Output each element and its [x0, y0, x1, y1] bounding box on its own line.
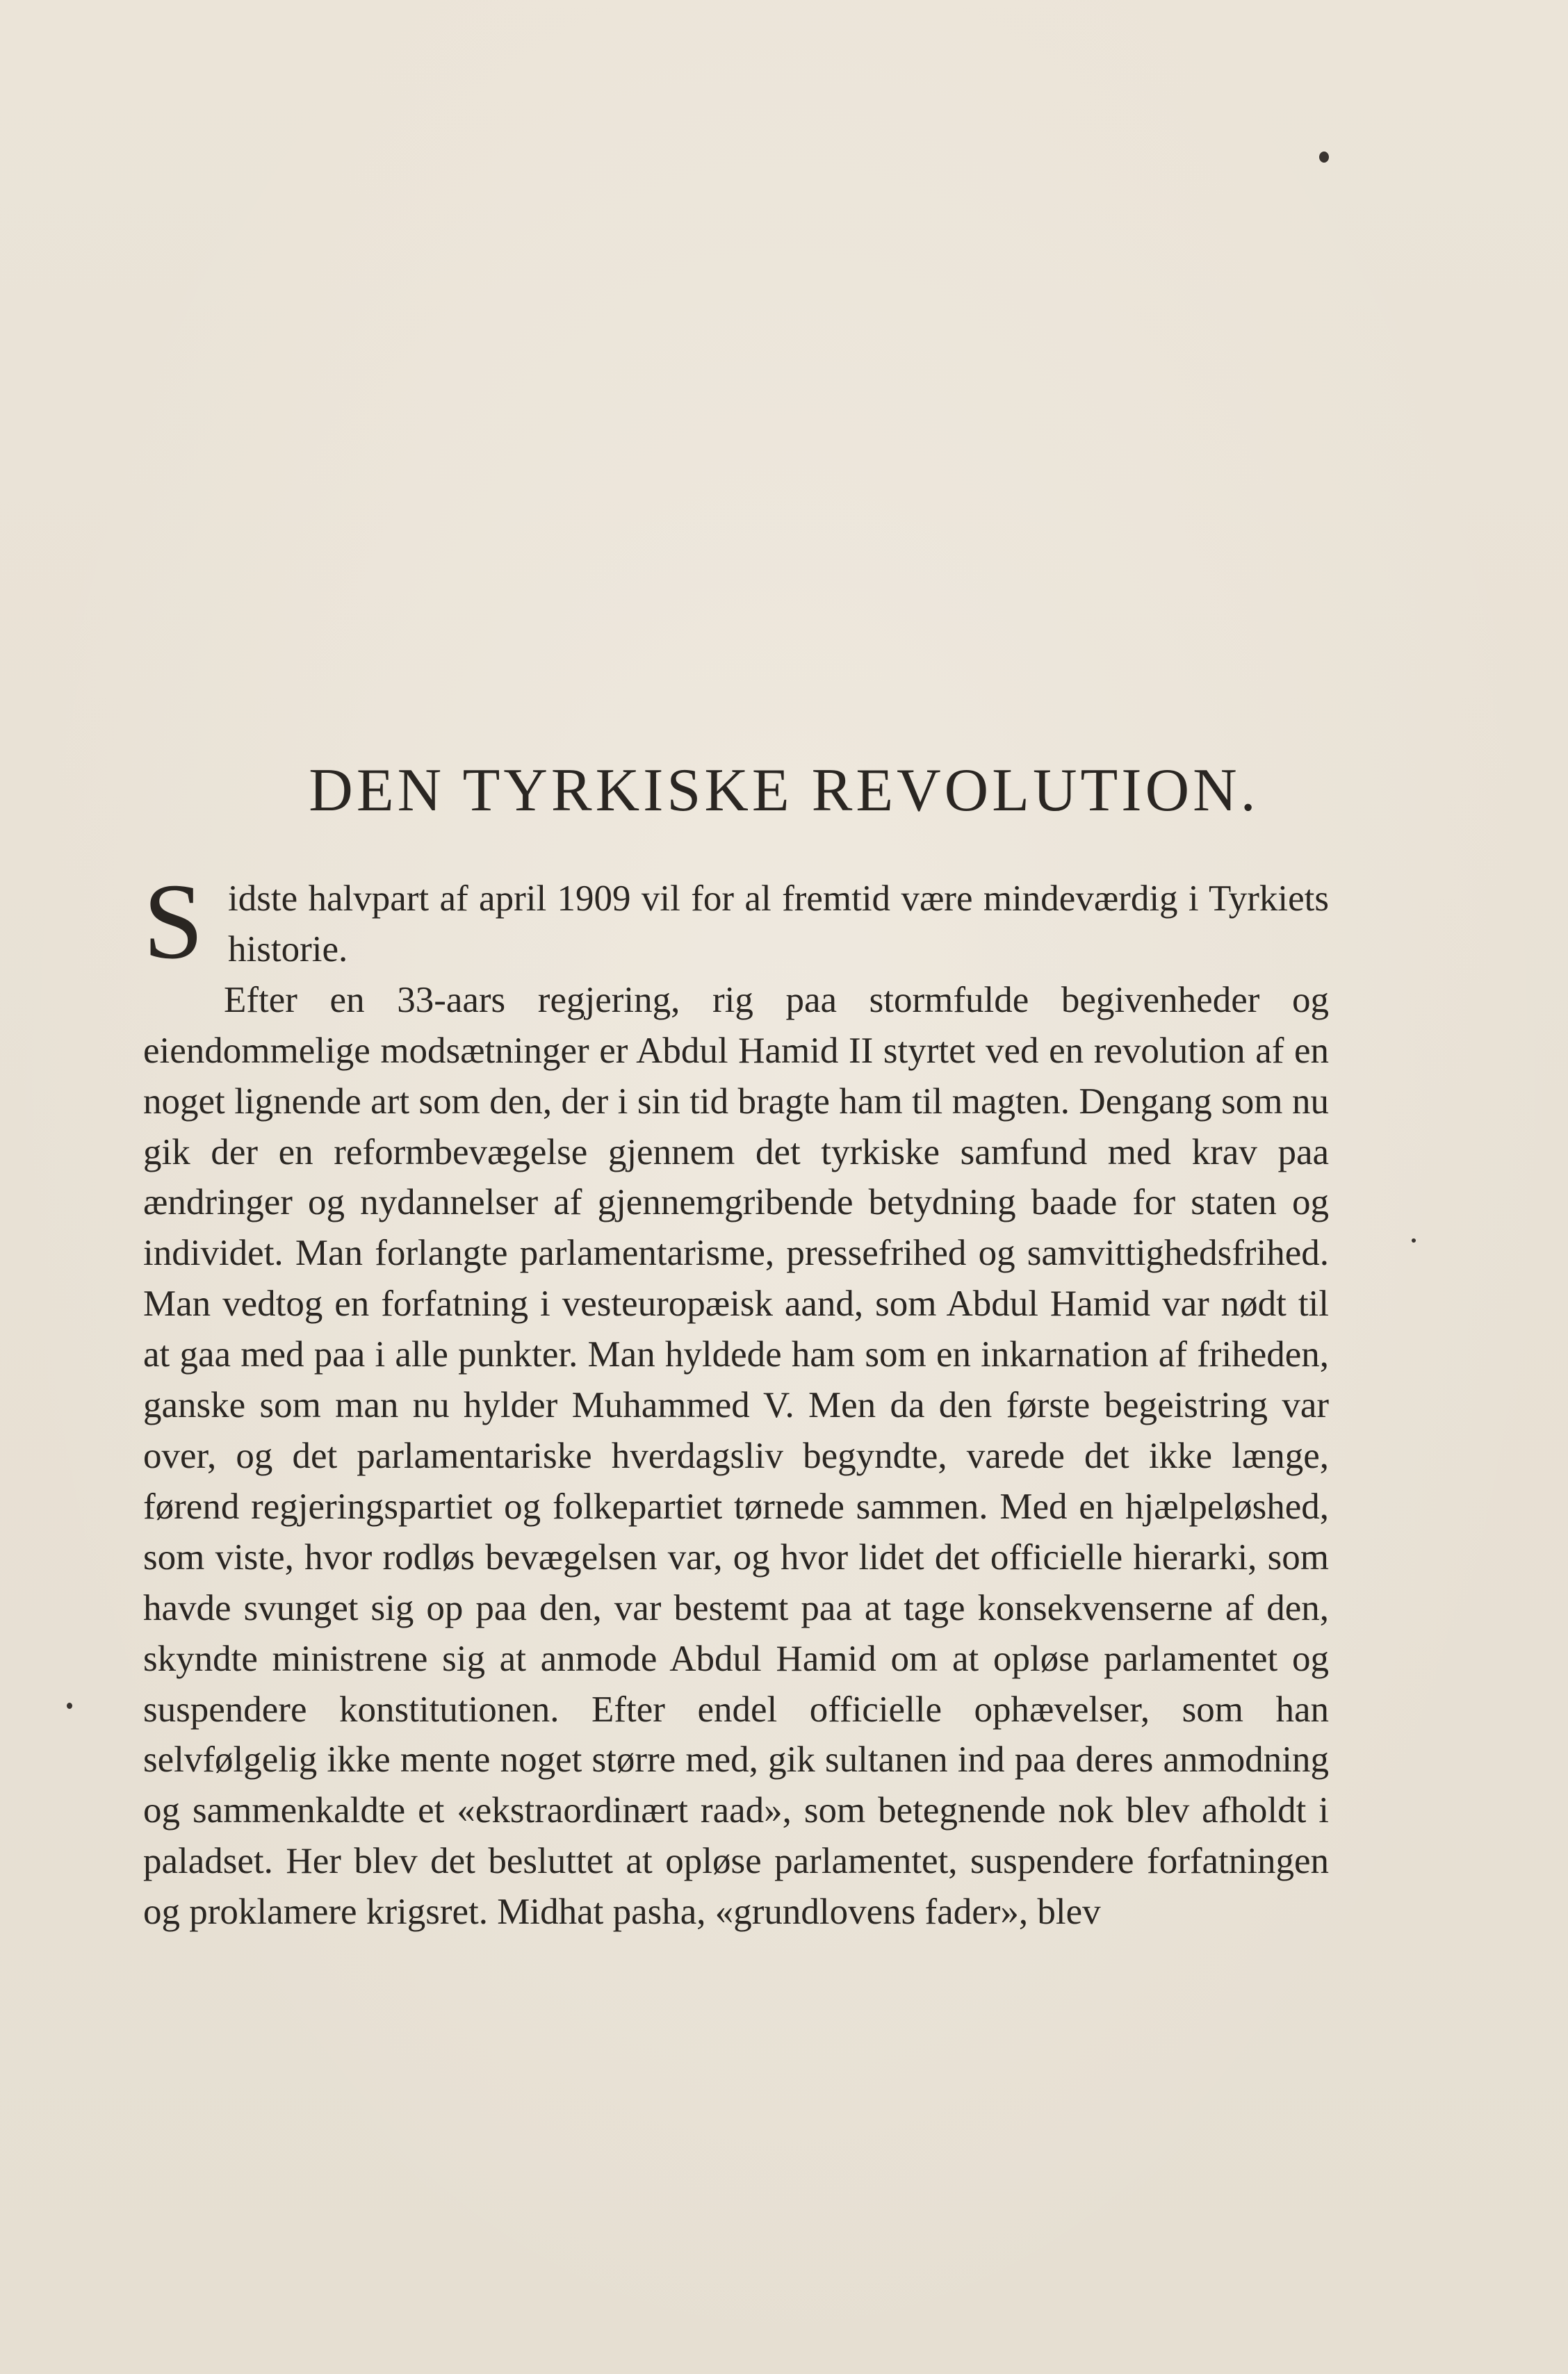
chapter-title: DEN TYRKISKE REVOLUTION. — [309, 757, 1259, 824]
paragraph-text: idste halvpart af april 1909 vil for al fremtid være mindeværdig i Tyrkiets historie. — [228, 878, 1329, 969]
body-text — [143, 861, 1329, 1938]
paragraph — [143, 861, 1329, 981]
ink-speck — [67, 1703, 72, 1709]
ink-speck — [1319, 152, 1329, 163]
paragraph: Efter en 33-aars regjering, rig paa stormfulde begivenheder og eiendommelige modsætninger er Abdul Hamid II styrtet ved en revolution af en noget lignende art som den, der i sin tid bragte ham til magten. Dengang som nu gik der en reformbevægelse gjennem det tyrkiske samfund med krav paa ændringer og nydannelser af gjennemgribende betydning baade for staten og individet. Man forlangte parlamentarisme, pressefrihed og samvittighedsfrihed. Man vedtog en forfatning i vesteuropæisk aand, som Abdul Hamid var nødt til at gaa med paa i alle punkter. Man hyldede ham som en inkarnation af friheden, ganske som man nu hylder Muhammed V. Men da den første begeistring var over, og det parlamentariske hverdagsliv begyndte, varede det ikke længe, førend regjeringspartiet og folkepartiet tørnede sammen. Med en hjælpeløshed, som viste, hvor rodløs bevægelsen var, og hvor lidet det officielle hierarki, som havde svunget sig op paa den, var bestemt paa at tage konsekvenserne af den, skyndte ministrene sig at anmode Abdul Hamid om at opløse parlamentet og suspendere konstitutionen. Efter endel officielle ophævelser, som han selvfølgelig ikke mente noget større med, gik sultanen ind paa deres anmodning og sammenkaldte et «ekstraordinært raad», som betegnende nok blev afholdt i paladset. Her blev det besluttet at opløse parlamentet, suspendere forfatningen og proklamere krigsret. Midhat pasha, «grundlovens fader», blev — [143, 979, 1329, 1933]
ink-speck — [1412, 1238, 1416, 1243]
drop-cap: S — [143, 861, 204, 981]
